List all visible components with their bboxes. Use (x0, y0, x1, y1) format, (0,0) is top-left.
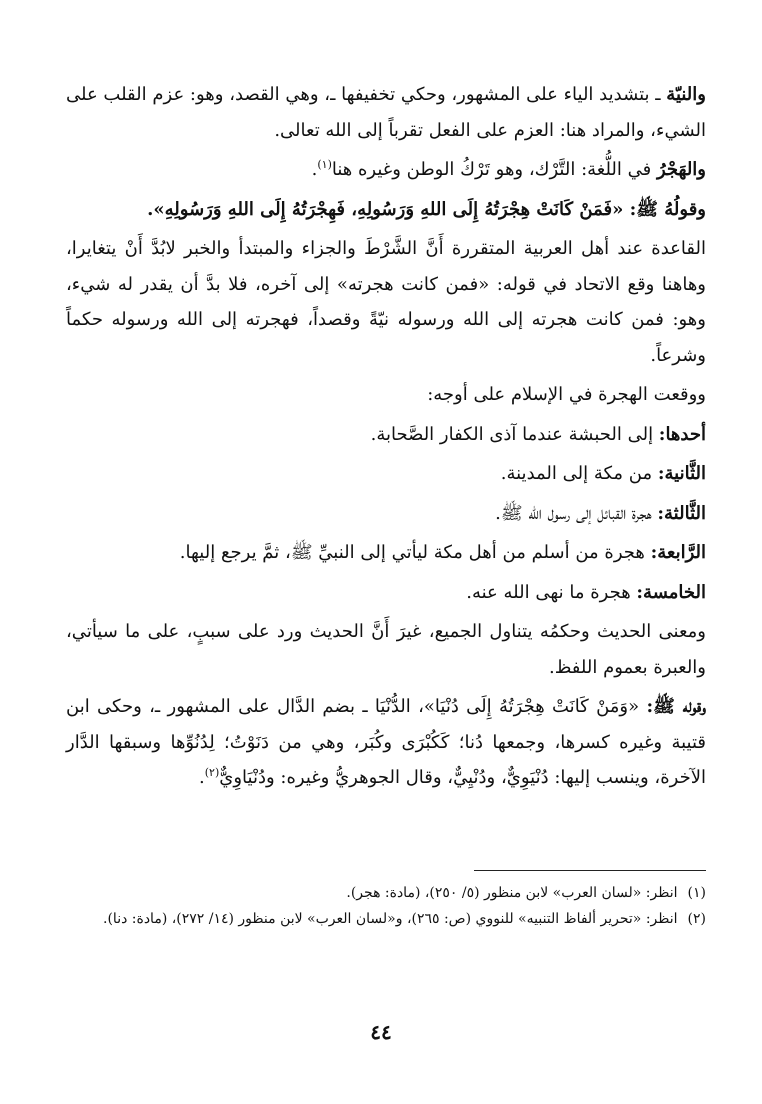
paragraph-meaning (66, 614, 706, 685)
footnote-number: (٢) (687, 911, 706, 927)
term-hajr: والهَجْرُ (656, 159, 706, 180)
list-item-first (66, 417, 706, 453)
footnote-text: انظر: «تحرير ألفاظ التنبيه» للنووي (ص: ٢٦٥)، و«لسان العرب» لابن منظور (١٤/ ٢٧٢)، (مادة: دنا). (103, 911, 678, 927)
paragraph-text: ومعنى الحديث وحكمُه يتناول الجميع، غيرَ أَنَّ الحديث ورد على سببٍ، على ما سيأتي، والعبرة بعموم اللفظ. (66, 621, 706, 678)
list-item-second (66, 456, 706, 492)
item-text: إلى الحبشة عندما آذى الكفار الصَّحابة. (370, 423, 659, 445)
footnote-1 (66, 880, 706, 906)
footnote-ref-1: (١) (317, 158, 332, 171)
footnote-ref-2: (٢) (204, 766, 220, 779)
page-number: ٤٤ (370, 1020, 392, 1044)
item-text: من مكة إلى المدينة. (500, 463, 658, 484)
term-fifth: الخامسة: (636, 581, 706, 603)
paragraph-hijra-types-intro (66, 377, 706, 413)
paragraph-text: في اللُّغة: التَّرْك، وهو تَرْكُ الوطن وغيره هنا (331, 159, 657, 180)
footnotes (66, 880, 706, 932)
footnote-number: (١) (687, 885, 706, 901)
list-item-fifth (66, 575, 706, 611)
paragraph-end: . (311, 159, 318, 180)
term-qawluhu-2: وقوله ﷺ: (646, 696, 706, 717)
paragraph-niyyah (66, 77, 706, 148)
term-niyyah: والنيّة (666, 84, 706, 105)
footnote-text: انظر: «لسان العرب» لابن منظور (٥/ ٢٥٠)، (مادة: هجر). (346, 885, 678, 901)
item-text: هجرة من أسلم من أهل مكة ليأتي إلى النبيِّ ﷺ، ثمَّ يرجع إليها. (179, 542, 651, 563)
paragraph-hadith-quote-1 (66, 192, 706, 228)
paragraph-hajr (66, 152, 706, 188)
term-fourth: الرَّابعة: (650, 542, 706, 563)
paragraph-dunya (66, 689, 706, 796)
paragraph-end: . (199, 767, 205, 788)
paragraph-text: «وَمَنْ كَانَتْ هِجْرَتُهُ إِلَى دُنْيَا»، الدُّنْيَا ـ بضم الدَّال على المشهور ـ، وحكى ابن قتيبة وغيره كسرها، وجمعها دُنا؛ كَكُبْرَى وكُبَر، وهي من دَنَوْتُ؛ لِدُنُوِّها وسبقها الدَّار الآخرة، وينسب إليها: دُنْيَوِيٌّ، ودُنْيِيٌّ، وقال الجوهريُّ وغيره: ودُنْيَاوِيٌّ (66, 696, 706, 788)
list-item-fourth (66, 535, 706, 571)
paragraph-rule (66, 231, 706, 373)
item-text: هجرة ما نهى الله عنه. (466, 581, 637, 603)
term-second: الثَّانية: (657, 463, 706, 484)
list-item-third (66, 496, 706, 532)
term-qawluhu: وقولُهُ ﷺ: (629, 198, 706, 220)
footnote-2 (66, 906, 706, 932)
paragraph-text: القاعدة عند أهل العربية المتقررة أَنَّ الشَّرْطَ والجزاء والمبتدأ والخبر لابُدَّ أَنْ يتغايرا، وهاهنا وقع الاتحاد في قوله: «فمن كانت هجرته» إلى آخره، فلا بدَّ أن يقدر له شيء، وهو: فمن كانت هجرته إلى الله ورسوله نيّةً وقصداً، فهجرته إلى الله ورسوله حكماً وشرعاً. (66, 238, 706, 366)
hadith-quote: «فَمَنْ كَانَتْ هِجْرَتُهُ إِلَى اللهِ وَرَسُولِهِ، فَهِجْرَتُهُ إِلَى اللهِ وَرَسُولِهِ». (147, 198, 630, 220)
term-first: أحدها: (658, 423, 706, 445)
paragraph-text: ووقعت الهجرة في الإسلام على أوجه: (427, 384, 706, 405)
paragraph-text: ـ بتشديد الياء على المشهور، وحكي تخفيفها ـ، وهي القصد، وهو: عزم القلب على الشيء، والمراد هنا: العزم على الفعل تقرباً إلى الله تعالى. (66, 84, 706, 141)
item-text: هجرة القبائل إلى رسول الله ﷺ. (495, 502, 658, 524)
footnote-separator (474, 870, 706, 871)
term-third: الثَّالثة: (657, 502, 706, 524)
main-text (66, 77, 706, 800)
